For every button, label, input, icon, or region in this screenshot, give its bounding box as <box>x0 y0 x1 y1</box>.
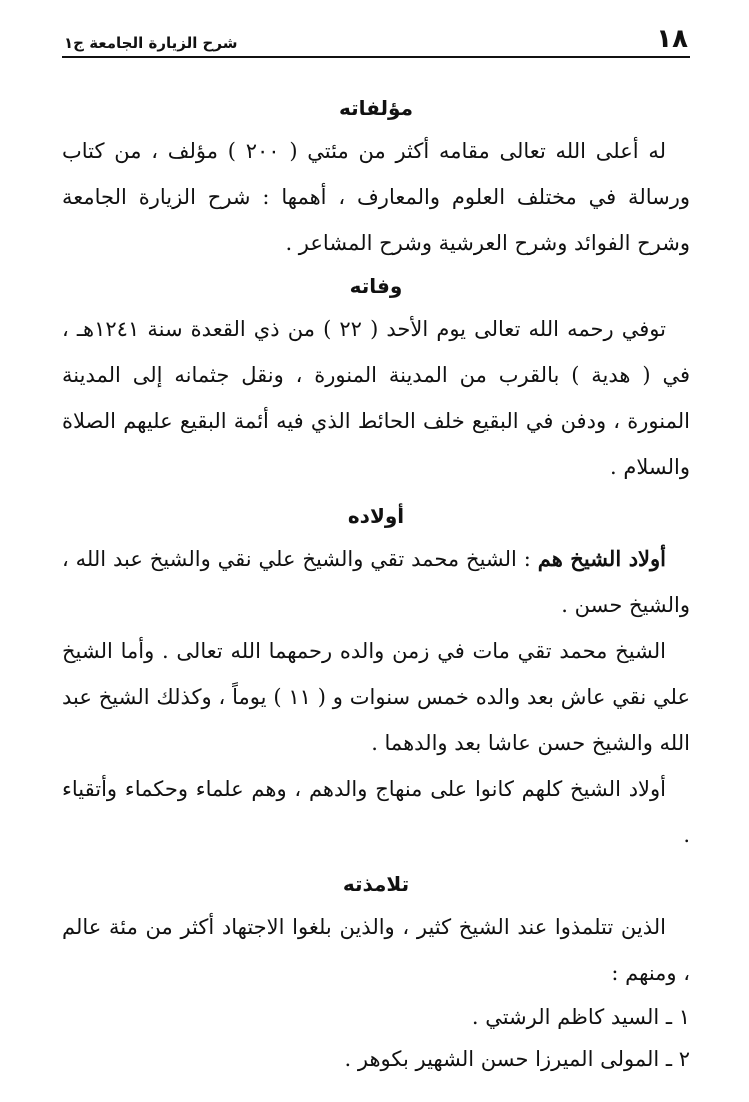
paragraph-works: له أعلى الله تعالى مقامه أكثر من مئتي ( ٢٠٠ ) مؤلف ، من كتاب ورسالة في مختلف العلوم والمعارف ، أهمها : شرح الزيارة الجامعة وشرح الفوائد وشرح العرشية وشرح المشاعر . <box>62 139 690 255</box>
page-number: ١٨ <box>656 24 688 54</box>
paragraph-death: توفي رحمه الله تعالى يوم الأحد ( ٢٢ ) من ذي القعدة سنة ١٢٤١هـ ، في ( هدية ) بالقرب من المدينة المنورة ، ونقل جثمانه إلى المدينة المنورة ، ودفن في البقيع خلف الحائط الذي فيه أئمة البقيع عليهم الصلاة والسلام . <box>62 317 690 479</box>
page-header <box>62 22 690 58</box>
heading-children: أولاده <box>347 504 405 528</box>
children-names: : الشيخ محمد تقي والشيخ علي نقي والشيخ عبد الله ، والشيخ حسن . <box>62 547 690 617</box>
heading-works: مؤلفاته <box>339 96 413 120</box>
paragraph-children-path: أولاد الشيخ كلهم كانوا على منهاج والدهم ، وهم علماء وحكماء وأتقياء . <box>62 777 690 847</box>
running-title: شرح الزيارة الجامعة ج١ <box>64 34 238 52</box>
children-lead: أولاد الشيخ هم <box>537 546 666 571</box>
paragraph-children-lives: الشيخ محمد تقي مات في زمن والده رحمهما الله تعالى . وأما الشيخ علي نقي عاش بعد والده خمس سنوات و ( ١١ ) يوماً ، وكذلك الشيخ عبد الله والشيخ حسن عاشا بعد والدهما . <box>62 639 690 755</box>
paragraph-children-list <box>62 536 690 628</box>
paragraph-students: الذين تتلمذوا عند الشيخ كثير ، والذين بلغوا الاجتهاد أكثر من مئة عالم ، ومنهم : <box>62 915 690 985</box>
heading-students: تلامذته <box>342 872 410 896</box>
list-item-student-1: ١ ـ السيد كاظم الرشتي . <box>471 1005 690 1029</box>
book-page <box>62 22 690 1080</box>
list-item-student-2: ٢ ـ المولى الميرزا حسن الشهير بكوهر . <box>344 1047 690 1071</box>
heading-death: وفاته <box>349 274 403 298</box>
